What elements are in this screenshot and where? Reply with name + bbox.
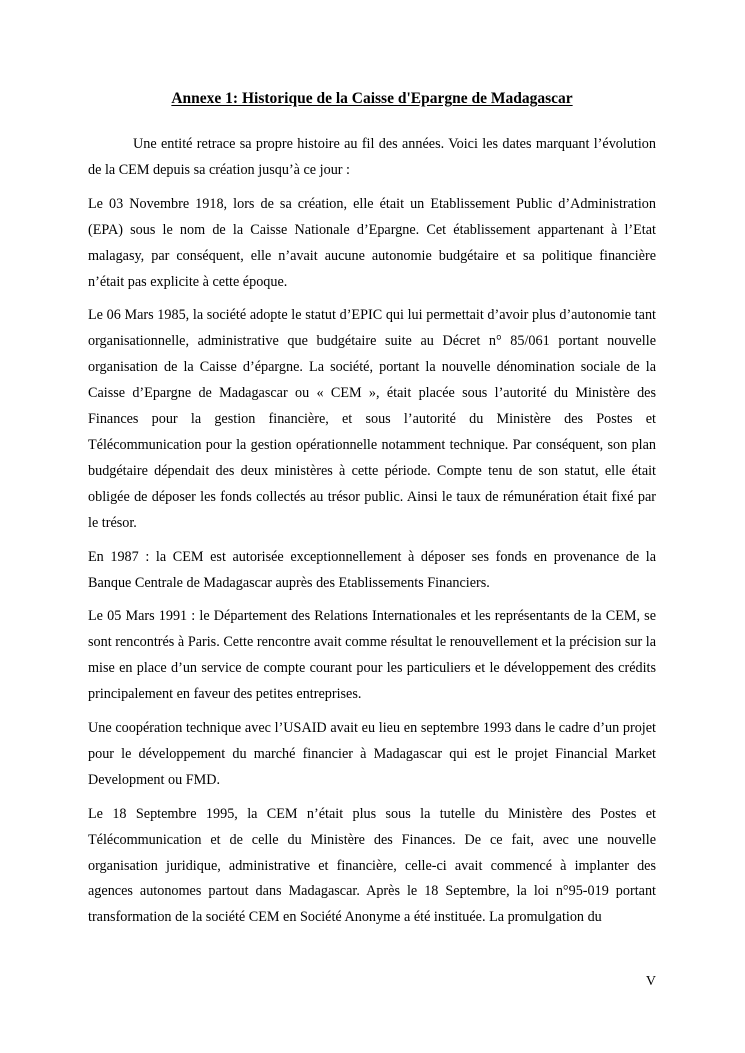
paragraph-1918: Le 03 Novembre 1918, lors de sa création, elle était un Etablissement Public d’Administration (EPA) sous le nom de la Caisse Nationale d’Epargne. Cet établissement appartenant à l’Etat malagasy, par conséquent, elle n’avait aucune autonomie budgétaire et sa politique financière n’était pas explicite à cette époque. <box>88 195 656 290</box>
paragraph-1985: Le 06 Mars 1985, la société adopte le statut d’EPIC qui lui permettait d’avoir plus d’autonomie tant organisationnelle, administrative que budgétaire suite au Décret n° 85/061 portant nouvelle organisation de la Caisse d’épargne. La société, portant la nouvelle dénomination sociale de la Caisse d’Epargne de Madagascar ou « CEM », était placée sous l’autorité du Ministère des Finances pour la gestion financière, et sous l’autorité du Ministère des Postes et Télécommunication pour la gestion opérationnelle notamment technique. Par conséquent, son plan budgétaire dépendait des deux ministères à cette période. Compte tenu de son statut, elle était obligée de déposer les fonds collectés au trésor public. Ainsi le taux de rémunération était fixé par le trésor. <box>88 307 656 531</box>
paragraph-1987: En 1987 : la CEM est autorisée exceptionnellement à déposer ses fonds en provenance de la Banque Centrale de Madagascar auprès des Etablissements Financiers. <box>88 548 656 591</box>
page-number: V <box>645 974 656 989</box>
paragraph-1993: Une coopération technique avec l’USAID avait eu lieu en septembre 1993 dans le cadre d’un projet pour le développement du marché financier à Madagascar qui est le projet Financial Market Development ou FMD. <box>88 720 656 788</box>
page-title-text: Annexe 1: Historique de la Caisse d'Epargne de Madagascar <box>171 90 573 107</box>
document-body <box>88 132 656 939</box>
page-title <box>88 89 656 109</box>
paragraph-1995: Le 18 Septembre 1995, la CEM n’était plus sous la tutelle du Ministère des Postes et Télécommunication et de celle du Ministère des Finances. De ce fait, avec une nouvelle organisation juridique, administrative et financière, celle-ci avait commencé à implanter des agences autonomes partout dans Madagascar. Après le 18 Septembre, la loi n°95-019 portant transformation de la société CEM en Société Anonyme a été instituée. La promulgation du <box>88 805 656 926</box>
paragraph-intro: Une entité retrace sa propre histoire au fil des années. Voici les dates marquant l’évolution de la CEM depuis sa création jusqu’à ce jour : <box>88 136 656 178</box>
paragraph-1991: Le 05 Mars 1991 : le Département des Relations Internationales et les représentants de la CEM, se sont rencontrés à Paris. Cette rencontre avait comme résultat le renouvellement et la précision sur la mise en place d’un service de compte courant pour les particuliers et le développement des crédits principalement en faveur des petites entreprises. <box>88 608 656 703</box>
